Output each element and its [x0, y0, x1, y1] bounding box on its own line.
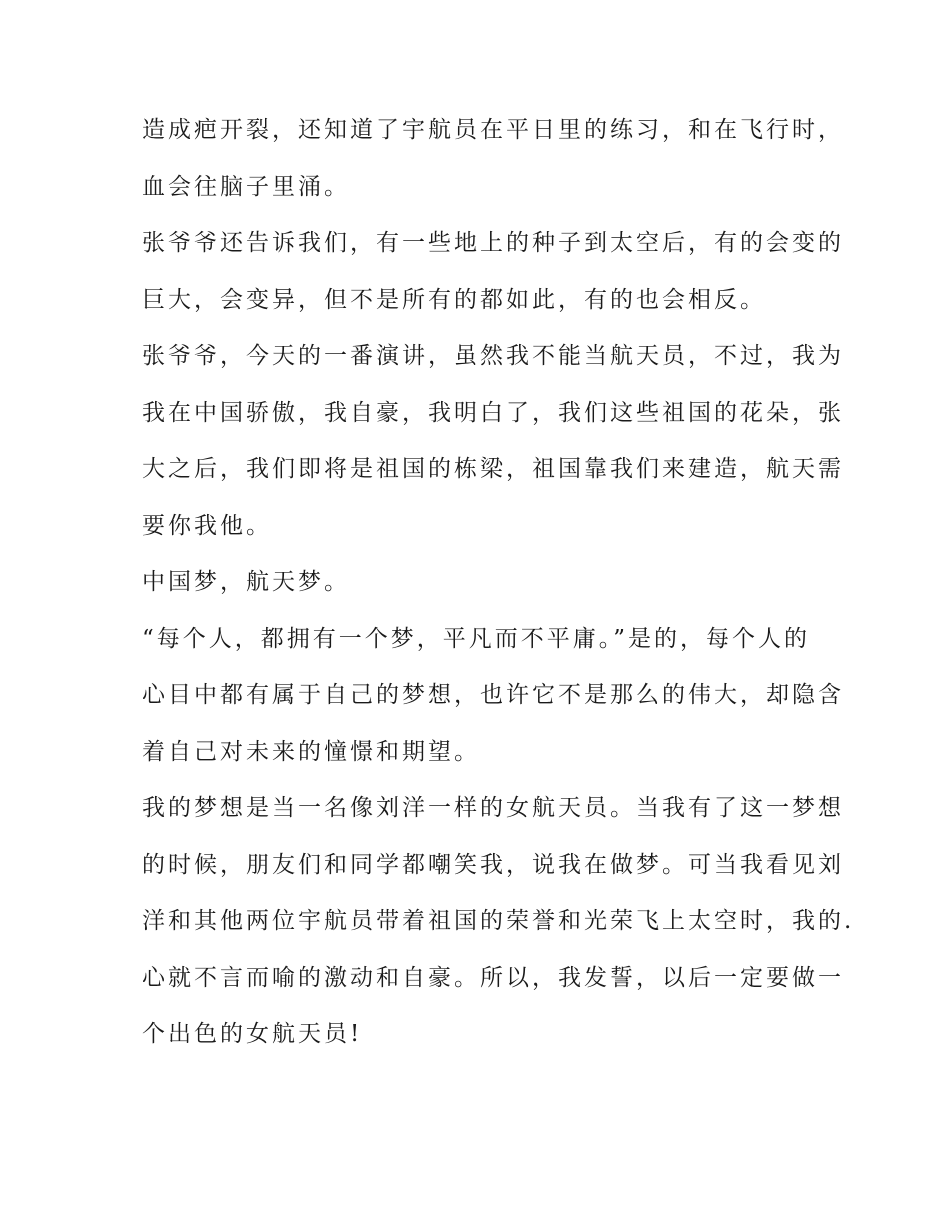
text-line: “每个人，都拥有一个梦，平凡而不平庸。”是的，每个人的: [142, 625, 811, 652]
text-line: 我在中国骄傲，我自豪，我明白了，我们这些祖国的花朵，张: [142, 399, 844, 426]
text-line: 巨大，会变异，但不是所有的都如此，有的也会相反。: [142, 286, 766, 313]
document-body: [142, 102, 855, 1063]
text-line: 张爷爷，今天的一番演讲，虽然我不能当航天员，不过，我为: [142, 343, 844, 369]
text-line: 心目中都有属于自己的梦想，也许它不是那么的伟大，却隐含: [142, 682, 844, 708]
text-line: 要你我他。: [142, 512, 272, 539]
text-line: 造成疤开裂，还知道了宇航员在平日里的练习，和在飞行时，: [142, 117, 844, 143]
text-line: 中国梦，航天梦。: [142, 569, 350, 595]
text-line: 我的梦想是当一名像刘洋一样的女航天员。当我有了这一梦想: [142, 795, 844, 821]
text-line: 着自己对未来的憧憬和期望。: [142, 738, 480, 765]
text-line: 大之后，我们即将是祖国的栋梁，祖国靠我们来建造，航天需: [142, 456, 844, 482]
text-line: 洋和其他两位宇航员带着祖国的荣誉和光荣飞上太空时，我的.: [142, 908, 855, 934]
text-line: 心就不言而喻的激动和自豪。所以，我发誓，以后一定要做一: [142, 964, 844, 991]
text-line: 的时候，朋友们和同学都嘲笑我，说我在做梦。可当我看见刘: [142, 851, 844, 878]
text-line: 血会往脑子里涌。: [142, 173, 350, 200]
text-line: 张爷爷还告诉我们，有一些地上的种子到太空后，有的会变的: [142, 230, 844, 256]
text-line: 个出色的女航天员!: [142, 1021, 363, 1047]
